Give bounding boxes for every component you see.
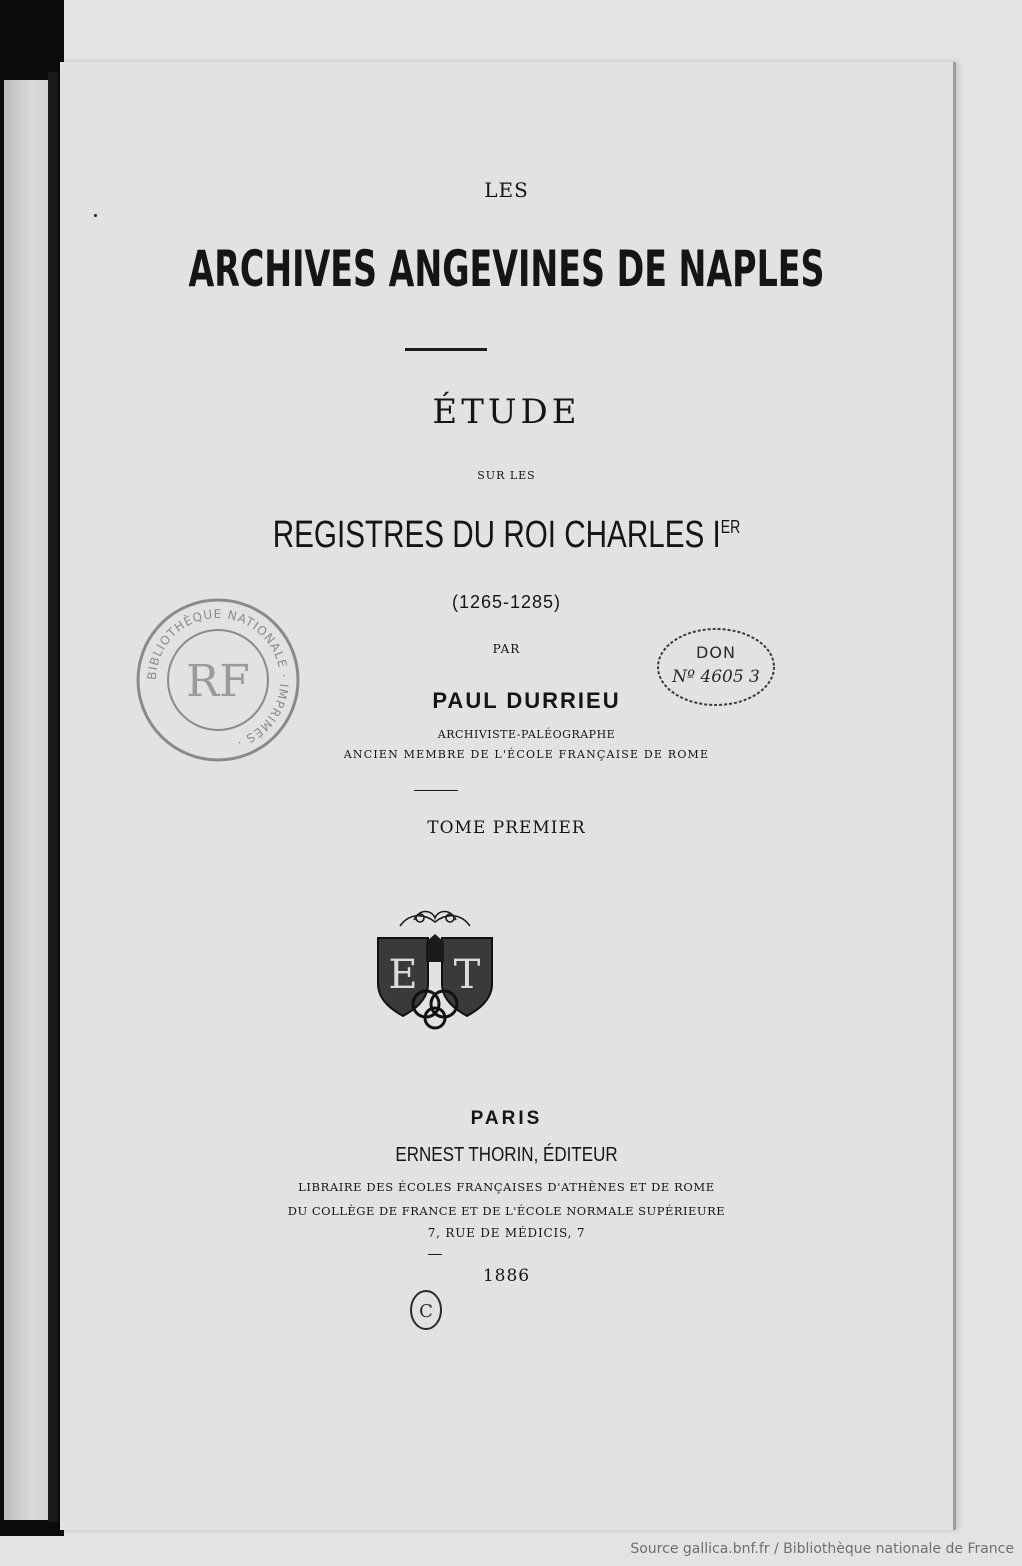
imprint-line-1: LIBRAIRE DES ÉCOLES FRANÇAISES D'ATHÈNES ET DE ROME [298,1180,715,1194]
shelfmark-letter: C [419,1301,433,1322]
imprint-address: 7, RUE DE MÉDICIS, 7 [427,1226,586,1240]
main-title: ARCHIVES ANGEVINES DE NAPLES [188,240,825,298]
ink-speck [94,214,97,217]
imprint-publisher: ERNEST THORIN, ÉDITEUR [395,1144,618,1166]
donation-stamp-number: Nº 4605 3 [672,667,760,687]
imprint-divider [428,1254,442,1255]
previous-page-edge [4,80,50,1520]
author-affiliation: ANCIEN MEMBRE DE L'ÉCOLE FRANÇAISE DE ROME [343,748,710,761]
author-qualification: ARCHIVISTE-PALÉOGRAPHE [437,728,616,741]
author-divider [414,790,458,791]
title-divider [405,348,487,351]
donation-stamp-label: DON [696,643,736,662]
publisher-emblem [370,904,500,1034]
registres-superscript: ER [720,517,741,537]
volume-label: TOME PREMIER [427,818,586,838]
library-stamp-ring-text: BIBLIOTHÈQUE NATIONALE · IMPRIMÉS · [144,606,292,751]
subtitle-registres [158,514,855,557]
publication-year: 1886 [482,1266,531,1286]
library-stamp [130,592,306,768]
title-article: LES [484,178,529,202]
library-stamp-center: RF [186,656,250,707]
subtitle-etude: ÉTUDE [432,392,581,432]
imprint-line-2: DU COLLÈGE DE FRANCE ET DE L'ÉCOLE NORMALE SUPÉRIEURE [287,1204,726,1218]
imprint-city: PARIS [470,1108,543,1129]
emblem-letter-e: E [388,952,418,998]
by-label: PAR [492,642,521,656]
author-name: PAUL DURRIEU [432,688,621,713]
registres-text: REGISTRES DU ROI CHARLES I [272,514,721,556]
shelfmark-stamp [406,1288,446,1332]
title-page [60,62,956,1530]
gutter-shadow [48,72,58,1522]
emblem-letter-t: T [453,952,481,998]
subtitle-connector: SUR LES [477,469,536,482]
date-range: (1265-1285) [451,592,562,612]
donation-stamp [654,624,778,710]
source-credit: Source gallica.bnf.fr / Bibliothèque nationale de France [630,1541,1014,1557]
